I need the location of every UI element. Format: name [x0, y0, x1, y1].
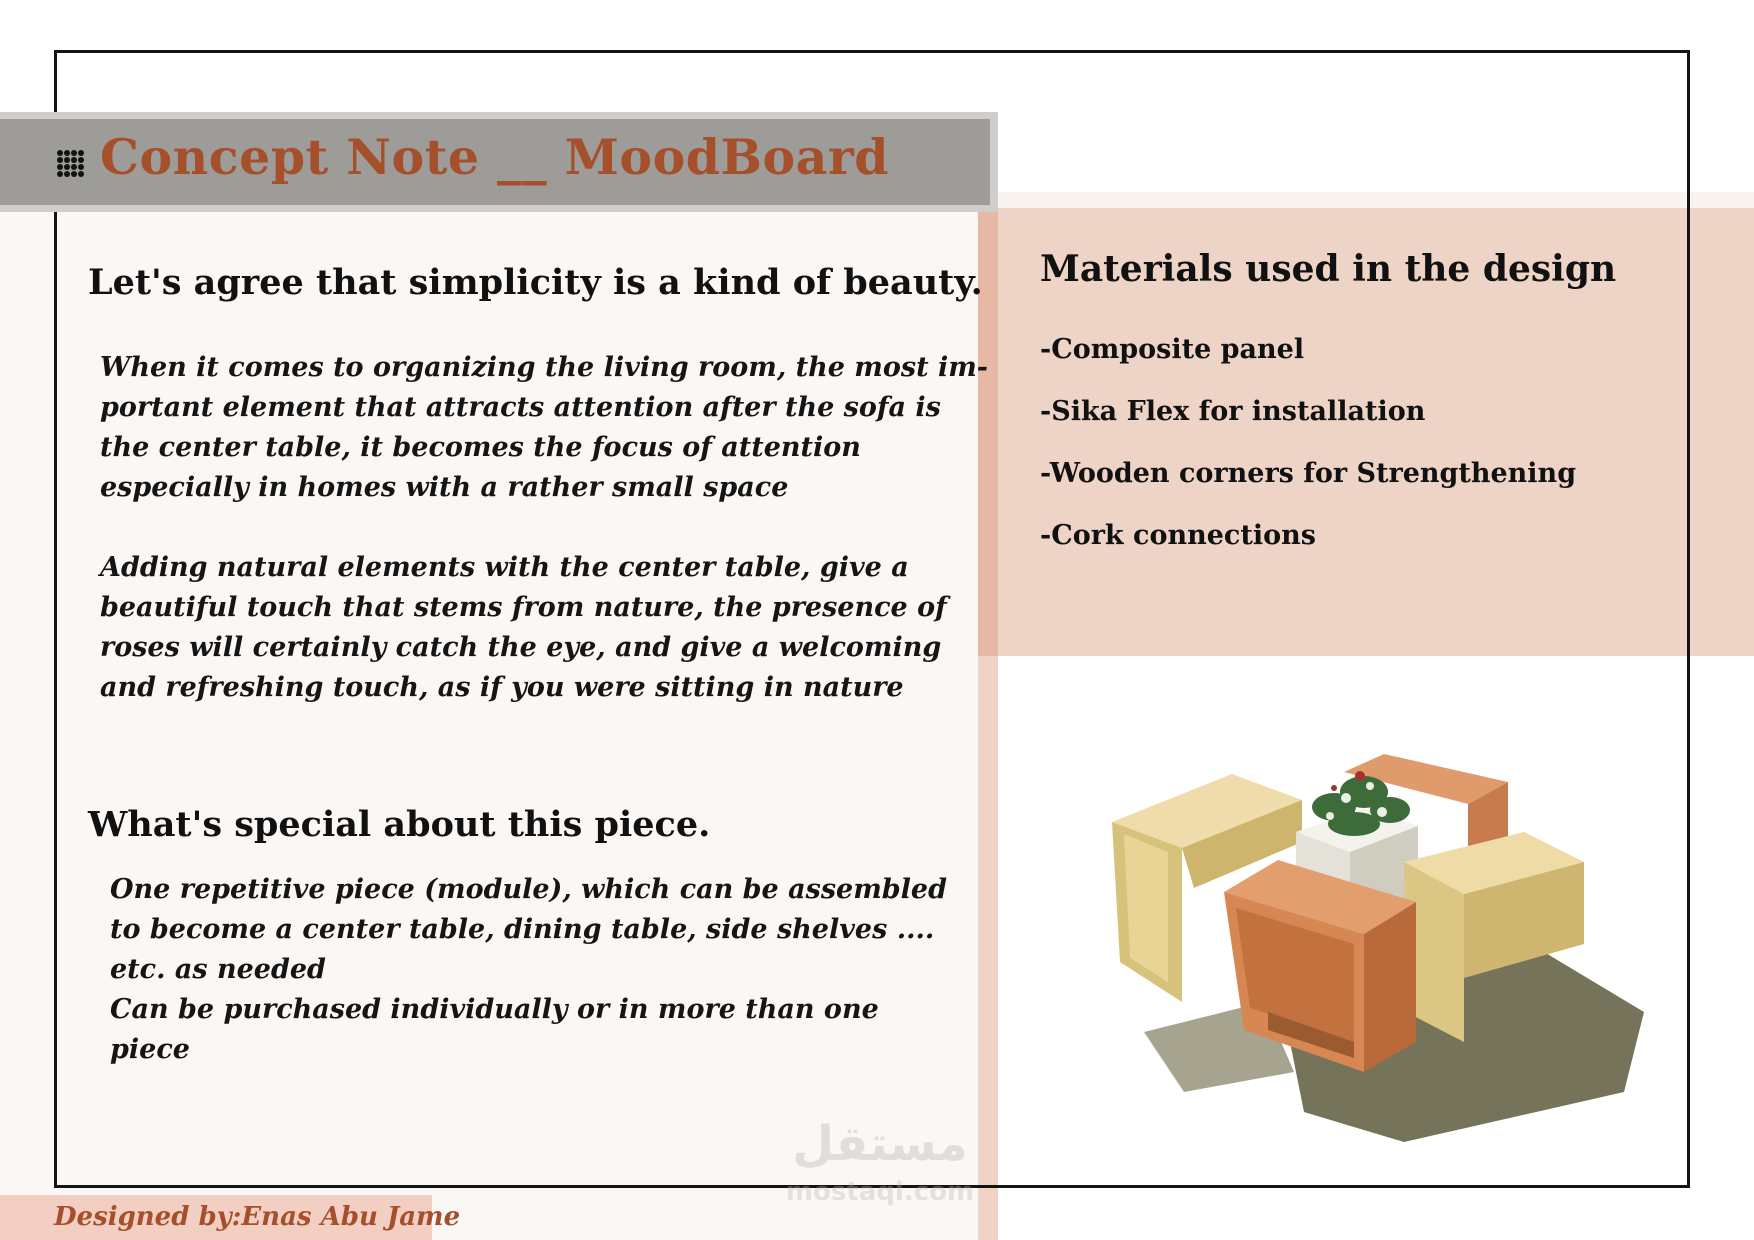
paragraph-line: One repetitive piece (module), which can be assembled: [110, 874, 947, 905]
materials-item: -Sika Flex for installation: [1040, 396, 1426, 427]
materials-item: -Cork connections: [1040, 520, 1316, 551]
materials-list: [1040, 334, 1576, 582]
paragraph-line: roses will certainly catch the eye, and give a welcoming: [100, 632, 942, 663]
paragraph-line: When it comes to organizing the living room, the most im-: [100, 352, 988, 383]
paragraph-line: piece: [110, 1034, 190, 1065]
paragraph-line: beautiful touch that stems from nature, the presence of: [100, 592, 947, 623]
paragraph-line: portant element that attracts attention after the sofa is: [100, 392, 941, 423]
materials-item: -Wooden corners for Strengthening: [1040, 458, 1577, 489]
watermark-latin: mostaql.com: [785, 1177, 975, 1207]
watermark-logo: [770, 1108, 990, 1208]
paragraph-line: etc. as needed: [110, 954, 326, 985]
module-paragraph: [110, 870, 947, 1070]
paragraph-line: Can be purchased individually or in more than one: [110, 994, 879, 1025]
nature-paragraph: [100, 548, 947, 708]
paragraph-line: and refreshing touch, as if you were sitting in nature: [100, 672, 904, 703]
simplicity-heading: Let's agree that simplicity is a kind of beauty.: [88, 262, 983, 303]
watermark-arabic: مستقل: [792, 1116, 968, 1172]
designer-credit: Designed by:Enas Abu Jame: [54, 1202, 461, 1232]
paragraph-line: especially in homes with a rather small space: [100, 472, 789, 503]
intro-paragraph: [100, 348, 988, 508]
paragraph-line: to become a center table, dining table, side shelves ....: [110, 914, 935, 945]
materials-item: -Composite panel: [1040, 334, 1305, 365]
special-heading: What's special about this piece.: [88, 804, 711, 845]
grid-dots-icon: [55, 148, 85, 178]
materials-heading: Materials used in the design: [1040, 248, 1617, 290]
paragraph-line: Adding natural elements with the center table, give a: [100, 552, 909, 583]
page-title: Concept Note __ MoodBoard: [100, 128, 889, 186]
modular-table-illustration: [1064, 712, 1644, 1152]
paragraph-line: the center table, it becomes the focus of attention: [100, 432, 861, 463]
